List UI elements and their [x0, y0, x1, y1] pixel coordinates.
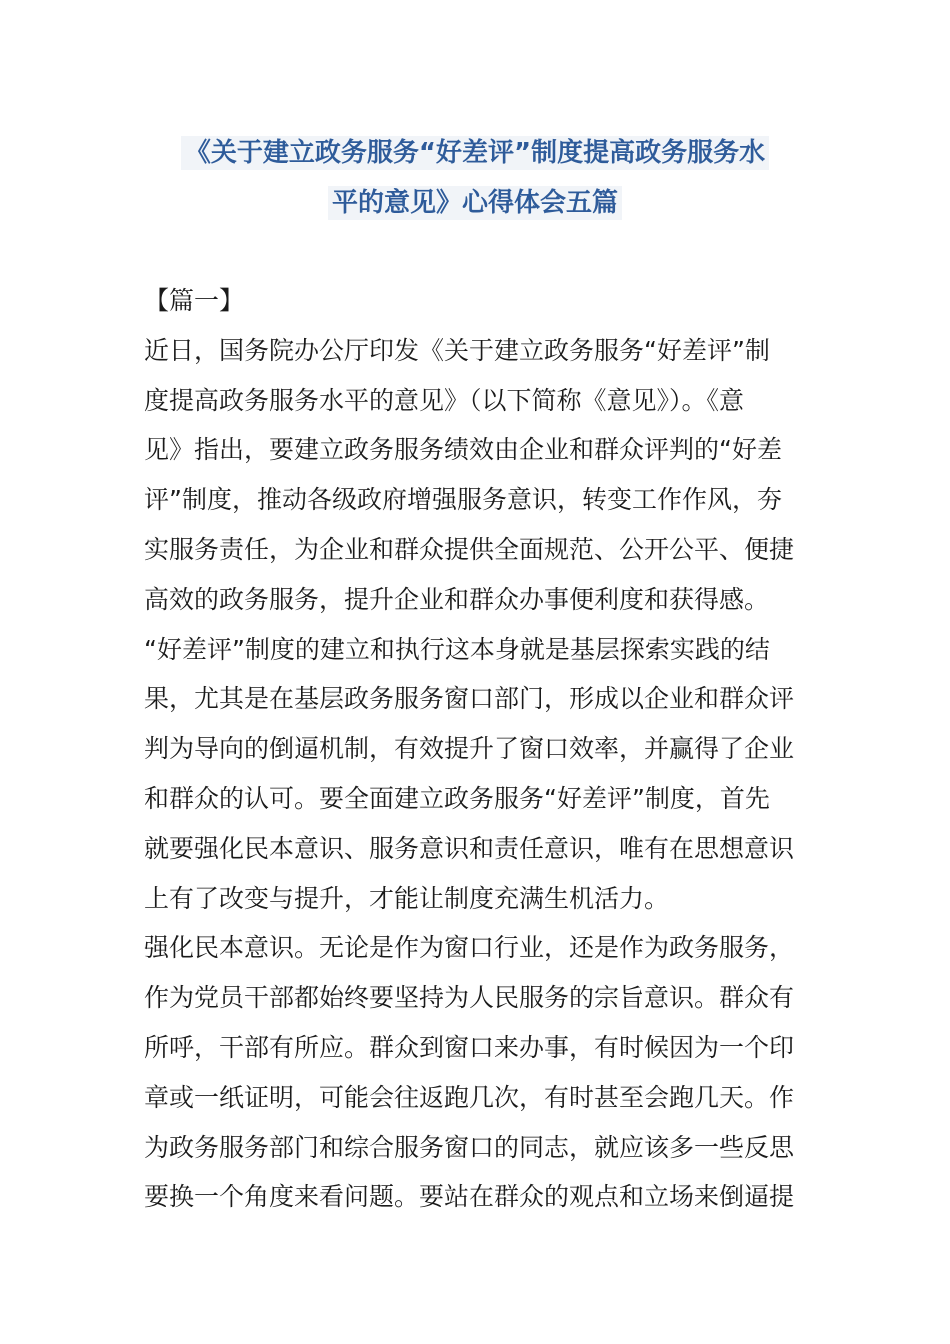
body-line: 实服务责任，为企业和群众提供全面规范、公开公平、便捷	[144, 534, 795, 564]
section-heading: 【篇一】	[144, 286, 245, 315]
body-line: 章或一纸证明，可能会往返跑几次，有时甚至会跑几天。作	[144, 1082, 795, 1112]
body-line: 度提高政务服务水平的意见》（以下简称《意见》）。《意	[144, 385, 745, 415]
body-line: 上有了改变与提升，才能让制度充满生机活力。	[144, 883, 670, 913]
body-line: 作为党员干部都始终要坚持为人民服务的宗旨意识。群众有	[144, 983, 795, 1013]
body-line: 高效的政务服务，提升企业和群众办事便利度和获得感。	[144, 584, 770, 614]
body-line: 评”制度，推动各级政府增强服务意识，转变工作作风，夯	[144, 485, 782, 515]
body-line: 强化民本意识。无论是作为窗口行业，还是作为政务服务，	[144, 933, 795, 963]
body-line: 和群众的认可。要全面建立政务服务“好差评”制度，首先	[144, 783, 770, 813]
title-line-1: 《关于建立政务服务“好差评”制度提高政务服务水	[150, 128, 800, 178]
body-line: 果，尤其是在基层政务服务窗口部门，形成以企业和群众评	[144, 684, 795, 714]
body-line: 就要强化民本意识、服务意识和责任意识，唯有在思想意识	[144, 833, 795, 863]
body-line: 见》指出，要建立政务服务绩效由企业和群众评判的“好差	[144, 435, 782, 465]
body-line: “好差评”制度的建立和执行这本身就是基层探索实践的结	[144, 634, 770, 664]
body-line: 所呼，干部有所应。群众到窗口来办事，有时候因为一个印	[144, 1032, 795, 1062]
body-line: 判为导向的倒逼机制，有效提升了窗口效率，并赢得了企业	[144, 734, 795, 764]
body-line: 为政务服务部门和综合服务窗口的同志，就应该多一些反思	[144, 1132, 795, 1162]
body-line: 要换一个角度来看问题。要站在群众的观点和立场来倒逼提	[144, 1182, 795, 1212]
document-body	[144, 276, 814, 1222]
title-line-2: 平的意见》心得体会五篇	[150, 178, 800, 228]
document-title	[150, 128, 800, 228]
body-line: 近日，国务院办公厅印发《关于建立政务服务“好差评”制	[144, 335, 770, 365]
